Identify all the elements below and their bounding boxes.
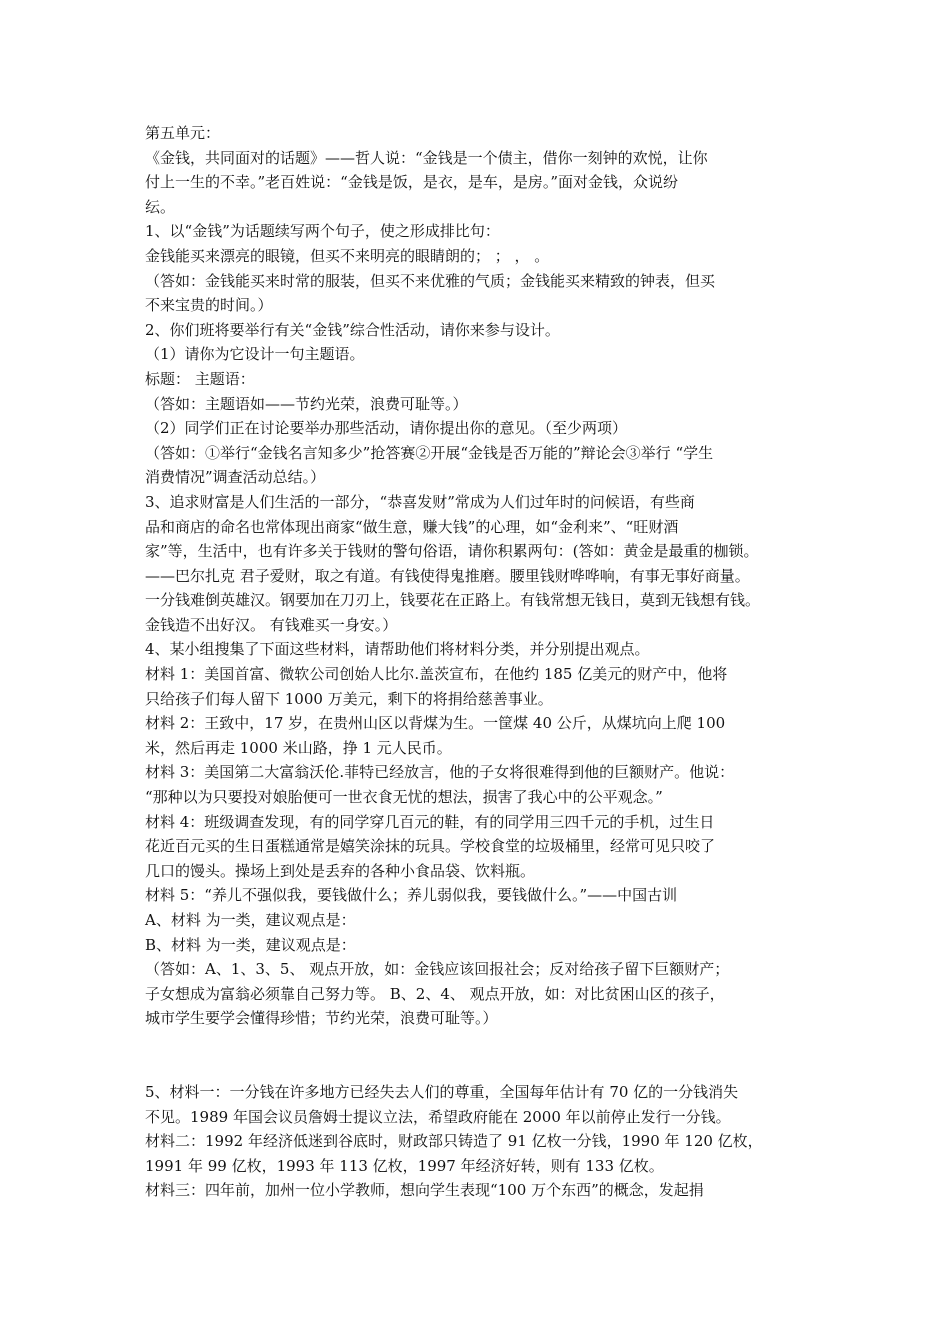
text-line: 金钱造不出好汉。 有钱难买一身安。） — [145, 615, 398, 634]
text-line: 城市学生要学会懂得珍惜；节约光荣，浪费可耻等。） — [145, 1009, 498, 1028]
text-line: （答如：金钱能买来时常的服装，但买不来优雅的气质；金钱能买来精致的钟表，但买 — [145, 271, 716, 290]
text-line: “那种以为只要投对娘胎便可一世衣食无忧的想法，损害了我心中的公平观念。” — [145, 788, 663, 807]
document-section-unit-five — [145, 121, 817, 1031]
text-line: 花近百元买的生日蛋糕通常是嬉笑涂抹的玩具。学校食堂的垃圾桶里，经常可见只咬了 — [145, 837, 716, 856]
text-line: 几口的馒头。操场上到处是丢弃的各种小食品袋、饮料瓶。 — [145, 861, 536, 880]
text-line: 3、追求财富是人们生活的一部分，“恭喜发财”常成为人们过年时的问候语，有些商 — [145, 492, 695, 511]
text-line: 消费情况”调查活动总结。） — [145, 468, 326, 487]
text-line: （答如：主题语如——节约光荣，浪费可耻等。） — [145, 394, 468, 413]
section-gap — [145, 1031, 817, 1080]
text-line: 材料三：四年前，加州一位小学教师，想向学生表现“100 万个东西”的概念，发起捐 — [145, 1181, 704, 1200]
text-line: 材料二：1992 年经济低迷到谷底时，财政部只铸造了 91 亿枚一分钱，1990 年 120 亿枚， — [145, 1132, 763, 1151]
text-line: 标题： 主题语： — [145, 369, 255, 388]
text-line: （答如：A、1、3、5、 观点开放，如：金钱应该回报社会；反对给孩子留下巨额财产； — [145, 960, 730, 979]
text-line: 1、以“金钱”为话题续写两个句子，使之形成排比句： — [145, 222, 500, 241]
text-line: 材料 3：美国第二大富翁沃伦.菲特已经放言，他的子女将很难得到他的巨额财产。他说： — [145, 763, 735, 782]
text-line: 1991 年 99 亿枚，1993 年 113 亿枚，1997 年经济好转，则有 133 亿枚。 — [145, 1156, 664, 1175]
text-line: 第五单元： — [145, 124, 221, 142]
text-line: 米，然后再走 1000 米山路，挣 1 元人民币。 — [145, 738, 452, 757]
text-line: 金钱能买来漂亮的眼镜，但买不来明亮的眼睛朗的； ； ， 。 — [145, 246, 550, 265]
text-line: 材料 1：美国首富、微软公司创始人比尔.盖茨宣布，在他约 185 亿美元的财产中，他将 — [145, 665, 728, 684]
text-line: 子女想成为富翁必须靠自己努力等。 B、2、4、 观点开放，如：对比贫困山区的孩子， — [145, 984, 725, 1003]
text-line: 2、你们班将要举行有关“金钱”综合性活动，请你来参与设计。 — [145, 320, 560, 339]
text-line: （答如：①举行“金钱名言知多少”抢答赛②开展“金钱是否万能的”辩论会③举行 “学生 — [145, 443, 714, 462]
text-line: 5、材料一：一分钱在许多地方已经失去人们的尊重，全国每年估计有 70 亿的一分钱消失 — [145, 1082, 739, 1101]
text-line: 材料 4：班级调查发现，有的同学穿几百元的鞋，有的同学用三四千元的手机，过生日 — [145, 812, 715, 831]
text-line: 纭。 — [145, 197, 176, 216]
text-line: A、材料 为一类，建议观点是： — [145, 911, 356, 929]
text-line: ——巴尔扎克 君子爱财，取之有道。有钱使得鬼推磨。腰里钱财哗哗响，有事无事好商量。 — [145, 566, 750, 585]
document-section-question-five — [145, 1080, 817, 1203]
text-line: 一分钱难倒英雄汉。钢要加在刀刃上，钱要花在正路上。有钱常想无钱日，莫到无钱想有钱。 — [145, 591, 761, 610]
text-line: B、材料 为一类，建议观点是： — [145, 935, 356, 954]
text-line: 不见。1989 年国会议员詹姆士提议立法，希望政府能在 2000 年以前停止发行一分钱。 — [145, 1107, 731, 1126]
text-line: 材料 2：王致中，17 岁，在贵州山区以背煤为生。一筐煤 40 公斤，从煤坑向上爬 100 — [145, 714, 726, 733]
document-body — [145, 121, 817, 1203]
text-line: 只给孩子们每人留下 1000 万美元，剩下的将捐给慈善事业。 — [145, 689, 553, 708]
text-line: 《金钱，共同面对的话题》——哲人说：“金钱是一个债主，借你一刻钟的欢悦，让你 — [145, 148, 708, 167]
text-line: （2）同学们正在讨论要举办那些活动，请你提出你的意见。（至少两项） — [145, 419, 628, 438]
text-line: 不来宝贵的时间。） — [145, 296, 273, 315]
text-line: （1）请你为它设计一句主题语。 — [145, 345, 365, 364]
text-line: 品和商店的命名也常体现出商家“做生意，赚大钱”的心理，如“金利来”、“旺财酒 — [145, 517, 679, 536]
text-line: 付上一生的不幸。”老百姓说：“金钱是饭，是衣，是车，是房。”面对金钱，众说纷 — [145, 173, 679, 192]
text-line: 4、某小组搜集了下面这些材料，请帮助他们将材料分类，并分别提出观点。 — [145, 640, 650, 659]
text-line: 材料 5：“养儿不强似我，要钱做什么；养儿弱似我，要钱做什么。”——中国古训 — [145, 886, 678, 905]
text-line: 家”等，生活中，也有许多关于钱财的警句俗语，请你积累两句：(答如：黄金是最重的枷锁。 — [145, 542, 759, 561]
